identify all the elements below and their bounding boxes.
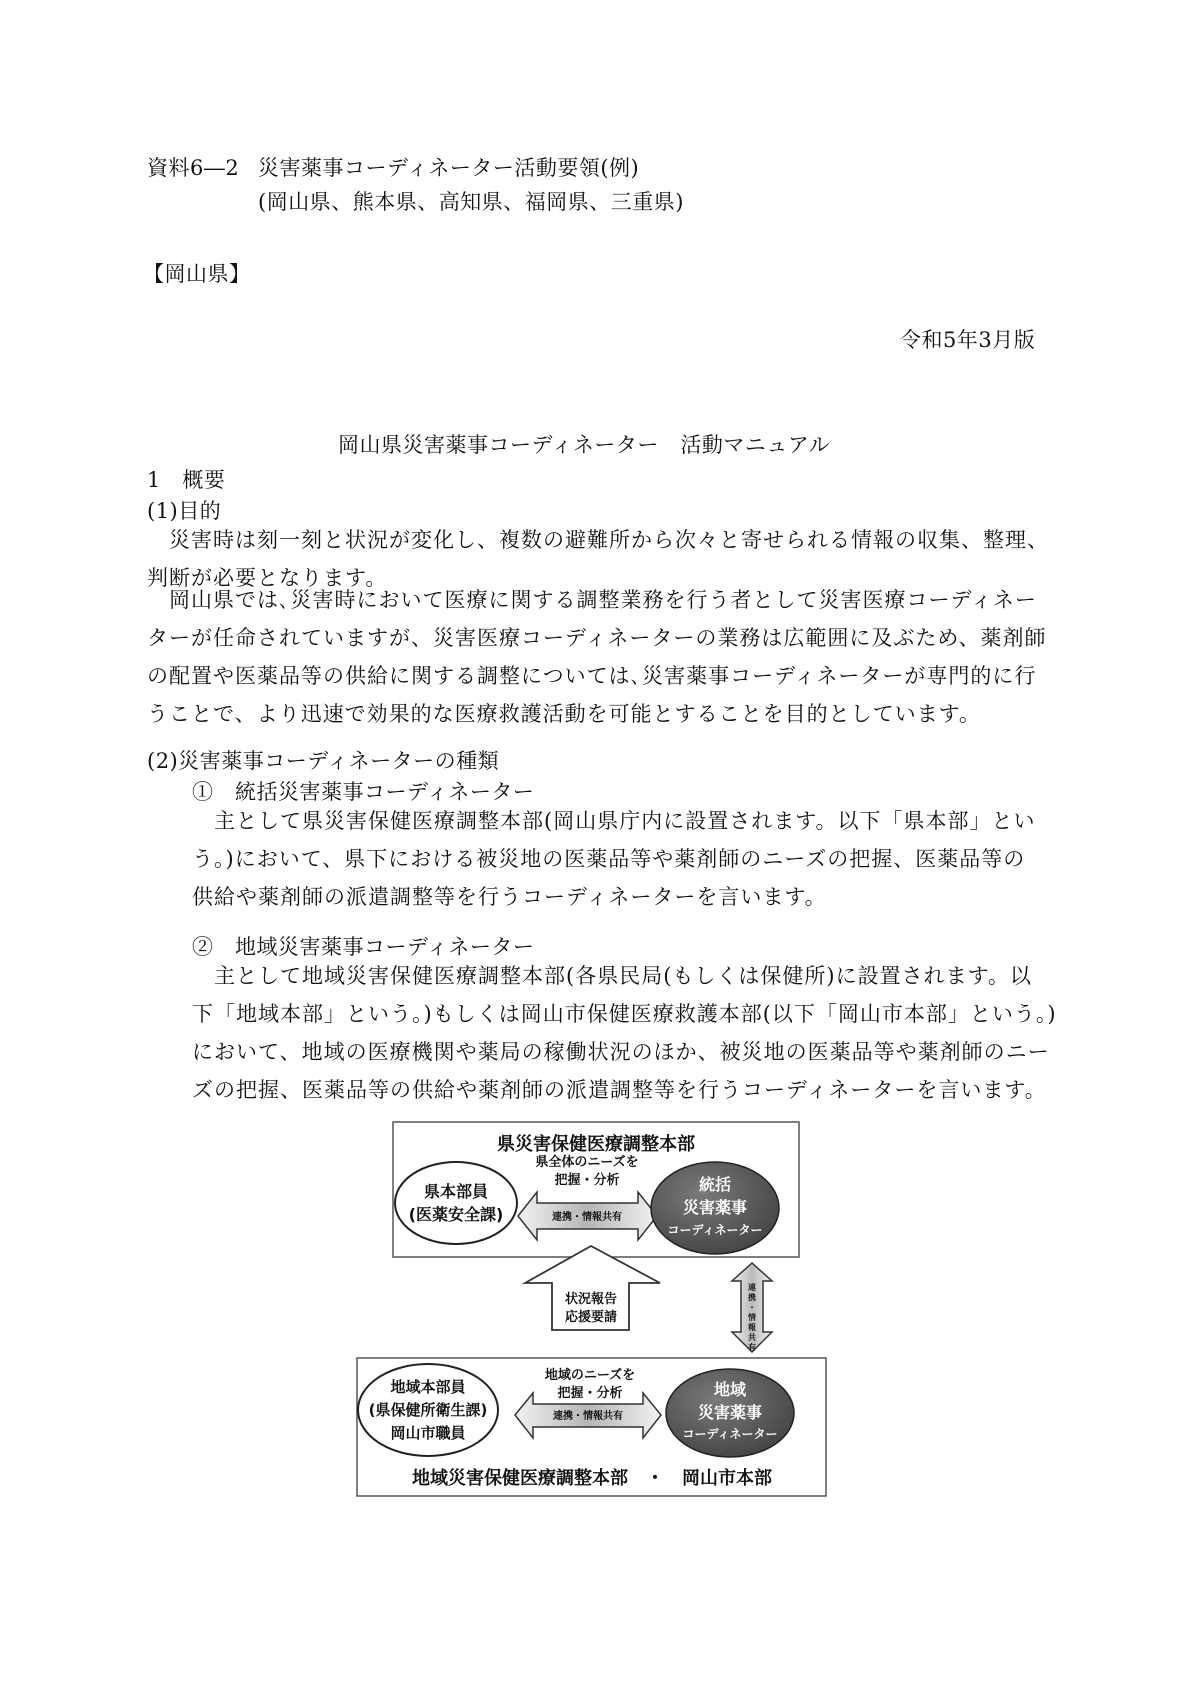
text-line: 判断が必要となります。 <box>147 566 388 590</box>
top-box-title: 県災害保健医療調整本部 <box>497 1134 695 1155</box>
report-label: 状況報告 <box>564 1292 618 1307</box>
vertical-char: 連 <box>748 1283 756 1292</box>
target-prefectures: (岡山県、熊本県、高知県、福岡県、三重県) <box>258 190 684 214</box>
edition-date: 令和5年3月版 <box>900 328 1036 352</box>
text-line: ズの把握、医薬品等の供給や薬剤師の派遣調整等を行うコーディネーターを言います。 <box>192 1078 1047 1102</box>
top-need-line2: 把握・分析 <box>554 1173 620 1188</box>
bottom-share-label: 連携・情報共有 <box>553 1411 623 1422</box>
coordination-diagram <box>355 1120 828 1498</box>
vertical-char: 共 <box>748 1333 756 1342</box>
type1-body <box>192 802 1037 916</box>
text-line: 供給や薬剤師の派遣調整等を行うコーディネーターを言います。 <box>192 885 827 909</box>
prefecture-staff-dept: (医薬安全課) <box>408 1205 504 1224</box>
text-line: の配置や医薬品等の供給に関する調整については､災害薬事コーディネーターが専門的に行 <box>147 664 1037 688</box>
text-line: 岡山県では､災害時において医療に関する調整業務を行う者として災害医療コーディネー <box>147 588 1037 612</box>
prefecture-staff-label: 県本部員 <box>423 1182 489 1201</box>
material-label: 資料6―2 <box>147 156 240 180</box>
chief-coordinator-line3: コーディネーター <box>667 1223 763 1237</box>
text-line: 主として地域災害保健医療調整本部(各県民局(もしくは保健所)に設置されます。以 <box>192 964 1032 988</box>
bottom-need-line2: 把握・分析 <box>557 1386 623 1401</box>
chief-coordinator-line2: 災害薬事 <box>682 1198 748 1217</box>
document-title: 岡山県災害薬事コーディネーター 活動マニュアル <box>338 433 830 457</box>
regional-coordinator-line2: 災害薬事 <box>697 1403 763 1422</box>
top-need-line1: 県全体のニーズを <box>535 1155 639 1170</box>
vertical-char: 報 <box>748 1323 756 1332</box>
text-line: 主として県災害保健医療調整本部(岡山県庁内に設置されます。以下「県本部」とい <box>192 809 1036 833</box>
material-title: 災害薬事コーディネーター活動要領(例) <box>258 156 640 180</box>
regional-staff-line2: (県保健所衛生課) <box>368 1401 488 1419</box>
vertical-char: 情 <box>748 1313 756 1322</box>
bottom-box-title: 地域災害保健医療調整本部 ・ 岡山市本部 <box>412 1468 772 1489</box>
vertical-char: 有 <box>748 1343 756 1352</box>
types-heading: (2)災害薬事コーディネーターの種類 <box>147 749 500 773</box>
text-line: 災害時は刻一刻と状況が変化し、複数の避難所から次々と寄せられる情報の収集、整理、 <box>147 528 1049 552</box>
vertical-char: ・ <box>748 1303 756 1312</box>
top-share-label: 連携・情報共有 <box>552 1212 622 1223</box>
type1-heading: ① 統括災害薬事コーディネーター <box>192 780 535 804</box>
regional-staff-line3: 岡山市職員 <box>390 1424 466 1442</box>
purpose-paragraph-2 <box>147 581 1047 733</box>
regional-coordinator-line1: 地域 <box>713 1380 747 1399</box>
section-overview-heading: 1 概要 <box>147 468 226 492</box>
type2-heading: ② 地域災害薬事コーディネーター <box>192 935 535 959</box>
prefecture-staff-circle <box>395 1162 517 1244</box>
regional-coordinator-line3: コーディネーター <box>682 1427 778 1441</box>
text-line: う。)において、県下における被災地の医薬品等や薬剤師のニーズの把握、医薬品等の <box>192 847 1026 871</box>
chief-coordinator-line1: 統括 <box>698 1175 732 1194</box>
type2-body <box>192 957 1057 1109</box>
purpose-heading: (1)目的 <box>147 499 222 523</box>
support-request-label: 応援要請 <box>564 1310 618 1325</box>
text-line: うことで、より迅速で効果的な医療救護活動を可能とすることを目的としています。 <box>147 702 981 726</box>
bottom-need-line1: 地域のニーズを <box>544 1368 636 1383</box>
regional-staff-line1: 地域本部員 <box>390 1378 466 1396</box>
text-line: において、地域の医療機関や薬局の稼働状況のほか、被災地の医薬品等や薬剤師のニー <box>192 1040 1050 1064</box>
text-line: ターが任命されていますが、災害医療コーディネーターの業務は広範囲に及ぶため、薬剤師 <box>147 626 1047 650</box>
text-line: 下「地域本部」という。)もしくは岡山市保健医療救護本部(以下「岡山市本部」という。) <box>192 1002 1057 1026</box>
vertical-char: 携 <box>748 1293 756 1302</box>
section-tag: 【岡山県】 <box>143 262 251 286</box>
